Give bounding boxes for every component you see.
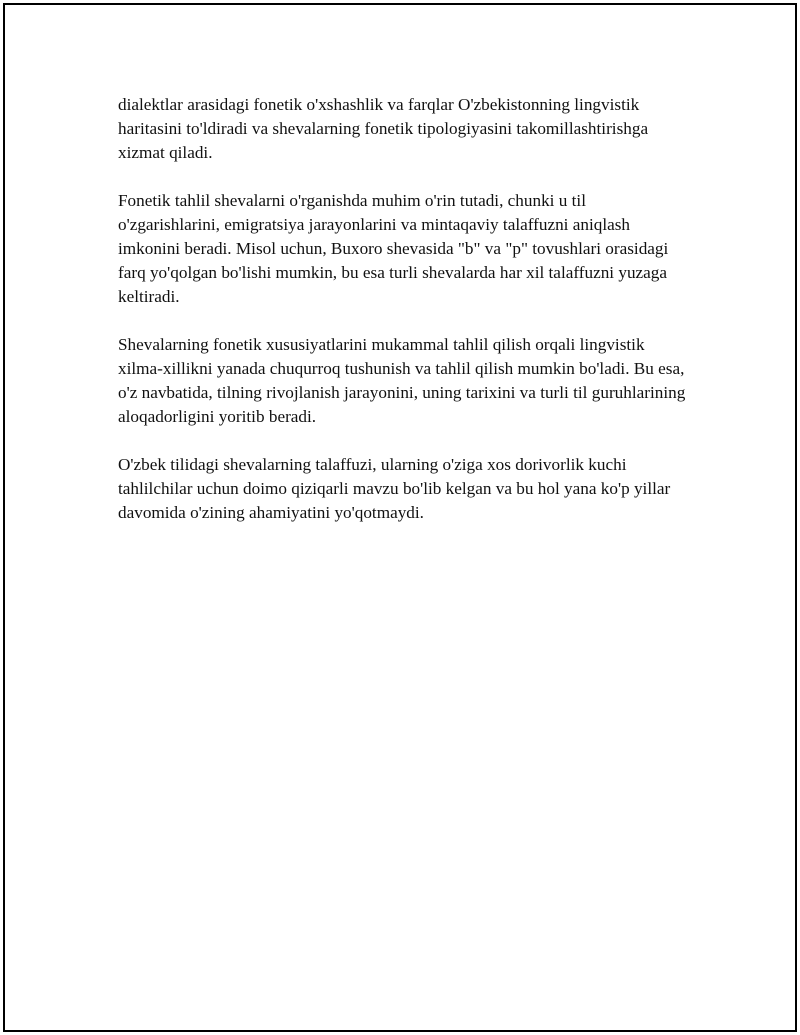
document-body (118, 93, 692, 549)
paragraph-4: O'zbek tilidagi shevalarning talaffuzi, ularning o'ziga xos dorivorlik kuchi tahlilchilar uchun doimo qiziqarli mavzu bo'lib kelgan va bu hol yana ko'p yillar davomida o'zining ahamiyatini yo'qotmaydi. (118, 455, 671, 522)
paragraph-3: Shevalarning fonetik xususiyatlarini mukammal tahlil qilish orqali lingvistik xilma-xillikni yanada chuqurroq tushunish va tahlil qilish mumkin bo'ladi. Bu esa, o'z navbatida, tilning rivojlanish jarayonini, uning tarixini va turli til guruhlarining aloqadorligini yoritib beradi. (118, 335, 686, 426)
paragraph-1: dialektlar arasidagi fonetik o'xshashlik va farqlar O'zbekistonning lingvistik haritasini to'ldiradi va shevalarning fonetik tipologiyasini takomillashtirishga xizmat qiladi. (118, 95, 649, 162)
paragraph-2: Fonetik tahlil shevalarni o'rganishda muhim o'rin tutadi, chunki u til o'zgarishlarini, emigratsiya jarayonlarini va mintaqaviy talaffuzni aniqlash imkonini beradi. Misol uchun, Buxoro shevasida "b" va "p" tovushlari orasidagi farq yo'qolgan bo'lishi mumkin, bu esa turli shevalarda har xil talaffuzni yuzaga keltiradi. (118, 191, 669, 306)
